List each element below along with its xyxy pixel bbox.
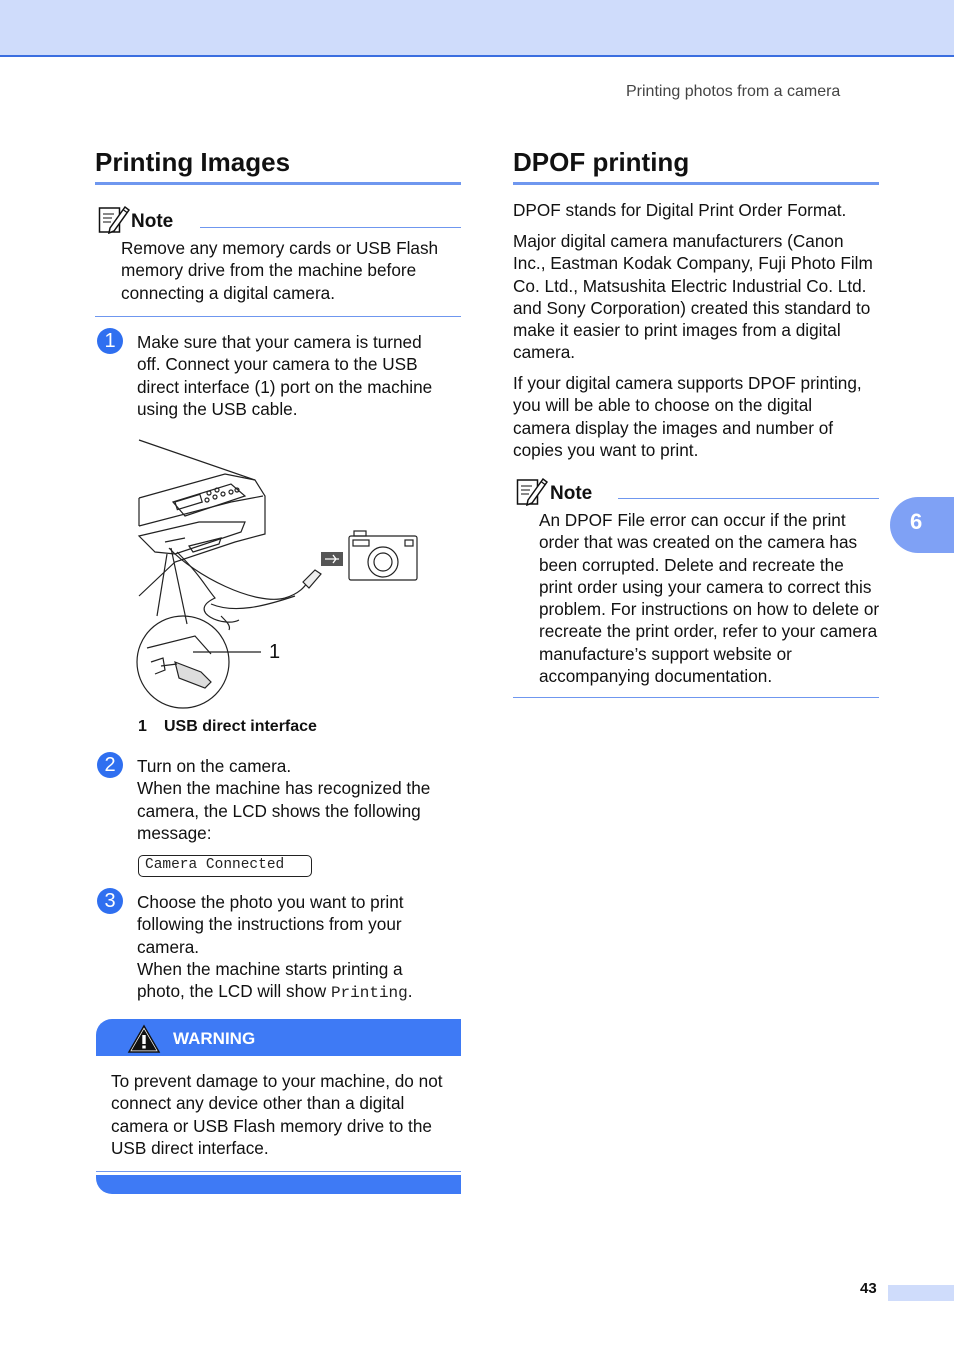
dpof-paragraph-2: Major digital camera manufacturers (Canon Inc., Eastman Kodak Company, Fuji Photo Film Co. Ltd., Matsushita Electric Industrial Co. Ltd. and Sony Corporation) created this standard to make it easier to print images from a digital camera. xyxy=(513,231,873,363)
chapter-tab: 6 xyxy=(890,497,954,553)
step-3-text: Choose the photo you want to print following the instructions from your camera. When the machine starts printing a photo, the LCD will show Printing. xyxy=(137,892,413,1003)
figure-caption: 1 USB direct interface xyxy=(138,718,317,735)
title-rule xyxy=(513,182,879,185)
step-number-3: 3 xyxy=(97,888,123,914)
title-rule xyxy=(95,182,461,185)
note-pencil-icon xyxy=(98,204,130,234)
warning-footer-bar xyxy=(96,1175,461,1194)
footer-bar xyxy=(888,1285,954,1301)
section-title-printing-images: Printing Images xyxy=(95,147,291,177)
note-bottom-rule xyxy=(95,316,461,317)
header-band xyxy=(0,0,954,57)
callout-1: 1 xyxy=(269,641,281,663)
usb-camera-illustration xyxy=(135,436,425,711)
warning-text: To prevent damage to your machine, do not connect any device other than a digital camera or USB Flash memory drive to the USB direct interface. xyxy=(111,1071,443,1158)
dpof-paragraph-1: DPOF stands for Digital Print Order Format. xyxy=(513,200,847,220)
note-rule xyxy=(618,498,879,499)
dpof-paragraph-3: If your digital camera supports DPOF printing, you will be able to choose on the digital camera display the images and number of copies you want to print. xyxy=(513,373,862,460)
running-head: Printing photos from a camera xyxy=(626,83,841,100)
step-number-2: 2 xyxy=(97,752,123,778)
note-label: Note xyxy=(550,483,593,504)
page-number: 43 xyxy=(860,1280,877,1297)
section-title-dpof-printing: DPOF printing xyxy=(513,147,690,177)
note-pencil-icon xyxy=(516,476,548,506)
note-rule xyxy=(200,227,461,228)
step-2-text: Turn on the camera. When the machine has recognized the camera, the LCD shows the following message: xyxy=(137,756,431,843)
note-label: Note xyxy=(131,211,174,232)
warning-triangle-icon xyxy=(127,1024,161,1054)
step-number-1: 1 xyxy=(97,328,123,354)
dpof-note-text: An DPOF File error can occur if the print order that was created on the camera has been corrupted. Delete and recreate the print order using your camera to correct this problem. For instructions on how to delete or recreate the print order, refer to your camera manufacture’s support website or accompanying documentation. xyxy=(539,510,880,687)
warning-rule xyxy=(96,1171,461,1172)
step-1-text: Make sure that your camera is turned off. Connect your camera to the USB direct interface (1) port on the machine using the USB cable. xyxy=(137,332,433,419)
warning-label: WARNING xyxy=(173,1029,256,1048)
note-bottom-rule xyxy=(513,697,879,698)
lcd-message: Camera Connected xyxy=(138,855,312,877)
note-text: Remove any memory cards or USB Flash memory drive from the machine before connecting a digital camera. xyxy=(121,238,439,303)
